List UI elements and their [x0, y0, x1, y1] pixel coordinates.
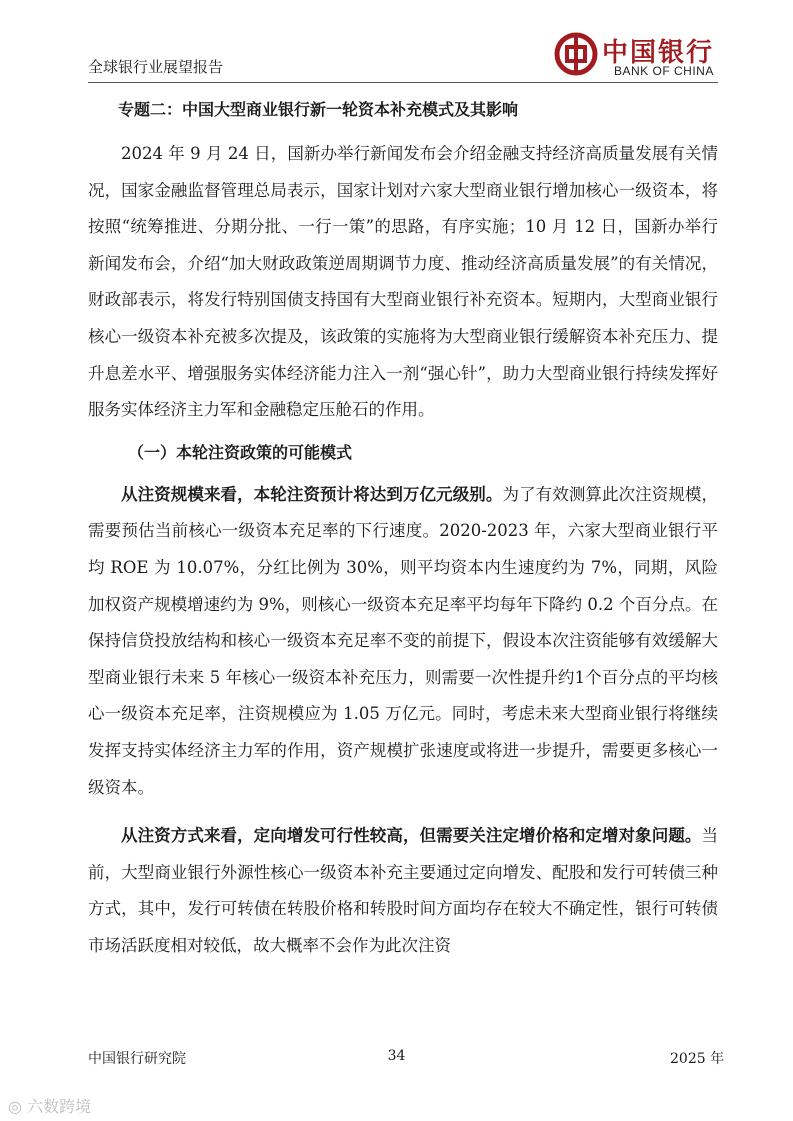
- page-number: 34: [387, 1048, 406, 1064]
- watermark-logo-icon: ◎: [8, 1097, 22, 1116]
- footer-year: 2025 年: [670, 1051, 725, 1067]
- page-content: [88, 94, 718, 964]
- paragraph-injection-scale: [88, 477, 718, 806]
- boc-emblem-icon: [554, 32, 598, 76]
- watermark: [8, 1094, 91, 1117]
- paragraph-text: 当前，大型商业银行外源性核心一级资本补充主要通过定向增发、配股和发行可转债三种方式，其中，发行可转债在转股价格和转股时间方面均存在较大不确定性，银行可转债市场活跃度相对较低，故大概率不会作为此次注资: [88, 826, 718, 955]
- paragraph-injection-method: [88, 818, 718, 964]
- bank-of-china-logo: [552, 30, 722, 82]
- intro-paragraph: 2024 年 9 月 24 日，国新办举行新闻发布会介绍金融支持经济高质量发展有关情况，国家金融监督管理总局表示，国家计划对六家大型商业银行增加核心一级资本，将按照“统筹推进、分期分批、一行一策”的思路，有序实施；10 月 12 日，国新办举行新闻发布会，介绍“加大财政政策逆周期调节力度、推动经济高质量发展”的有关情况，财政部表示，将发行特别国债支持国有大型商业银行补充资本。短期内，大型商业银行核心一级资本补充被多次提及，该政策的实施将为大型商业银行缓解资本补充压力、提升息差水平、增强服务实体经济能力注入一剂“强心针”，助力大型商业银行持续发挥好服务实体经济主力军和金融稳定压舱石的作用。: [88, 144, 718, 420]
- footer-organization: 中国银行研究院: [88, 1051, 186, 1067]
- paragraph-lead-bold: 从注资规模来看，本轮注资预计将达到万亿元级别。: [121, 484, 503, 504]
- header-divider: [88, 82, 718, 83]
- logo-english-text: BANK OF CHINA: [614, 64, 714, 78]
- paragraph-lead-bold: 从注资方式来看，定向增发可行性较高，但需要关注定增价格和定增对象问题。: [121, 826, 702, 846]
- section-title: 专题二：中国大型商业银行新一轮资本补充模式及其影响: [118, 100, 519, 119]
- subsection-title: （一）本轮注资政策的可能模式: [128, 442, 353, 462]
- header-title: 全球银行业展望报告: [88, 58, 224, 76]
- paragraph-text: 为了有效测算此次注资规模，需要预估当前核心一级资本充足率的下行速度。2020-2023 年，六家大型商业银行平均 ROE 为 10.07%，分红比例为 30%，则平均资本内生速度约为 7%，同期，风险加权资产规模增速约为 9%，则核心一级资本充足率平均每年下降约 0.2 个百分点。在保持信贷投放结构和核心一级资本充足率不变的前提下，假设本次注资能够有效缓解大型商业银行未来 5 年核心一级资本补充压力，则需要一次性提升约1个百分点的平均核心一级资本充足率，注资规模应为 1.05 万亿元。同时，考虑未来大型商业银行将继续发挥支持实体经济主力军的作用，资产规模扩张速度或将进一步提升，需要更多核心一级资本。: [88, 484, 719, 797]
- watermark-text: 六数跨境: [27, 1097, 92, 1116]
- logo-chinese-text: 中国银行: [602, 38, 715, 68]
